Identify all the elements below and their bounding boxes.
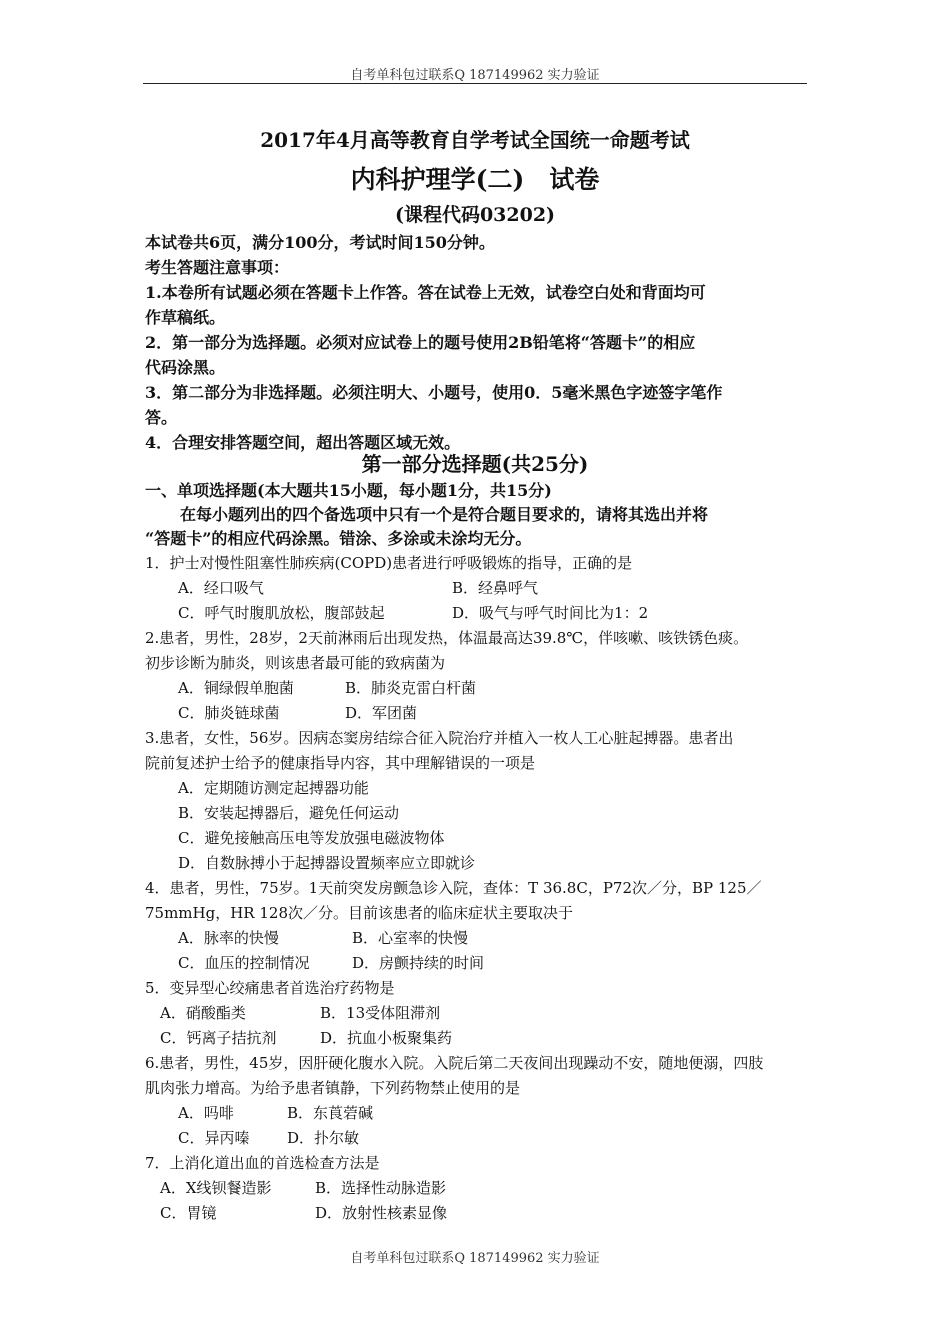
question-1-option-c: C．呼气时腹肌放松，腹部鼓起 bbox=[178, 604, 385, 622]
question-2-stem-line-1: 2.患者，男性，28岁，2天前淋雨后出现发热，体温最高达39.8℃，伴咳嗽、咳铁锈色痰。 bbox=[145, 629, 749, 647]
question-1-option-a: A．经口吸气 bbox=[178, 579, 264, 597]
note-1-line-1: 1.本卷所有试题必须在答题卡上作答。答在试卷上无效，试卷空白处和背面均可 bbox=[145, 283, 706, 302]
question-1-option-b: B．经鼻呼气 bbox=[452, 579, 539, 597]
question-3-option-d: D．自数脉搏小于起搏器设置频率应立即就诊 bbox=[178, 854, 476, 872]
subject-title: 内科护理学(二) 试卷 bbox=[350, 165, 600, 194]
question-4-stem-line-2: 75mmHg，HR 128次／分。目前该患者的临床症状主要取决于 bbox=[145, 904, 573, 922]
notes-heading: 考生答题注意事项： bbox=[145, 258, 290, 277]
section-heading: 一、单项选择题(本大题共15小题，每小题1分，共15分) bbox=[145, 481, 552, 500]
question-4-stem-line-1: 4．患者，男性，75岁。1天前突发房颤急诊入院，查体：T 36.8C，P72次／分，BP 125／ bbox=[145, 879, 762, 897]
question-7-stem: 7．上消化道出血的首选检查方法是 bbox=[145, 1154, 380, 1172]
question-6-option-d: D．扑尔敏 bbox=[287, 1129, 360, 1147]
question-4-option-c: C．血压的控制情况 bbox=[178, 954, 310, 972]
note-1-line-2: 作草稿纸。 bbox=[145, 308, 226, 327]
page-footer: 自考单科包过联系Q 187149962 实力验证 bbox=[350, 1251, 600, 1266]
question-3-option-c: C．避免接触高压电等发放强电磁波物体 bbox=[178, 829, 445, 847]
course-code: (课程代码03202) bbox=[394, 204, 556, 226]
part-one-title: 第一部分选择题(共25分) bbox=[361, 452, 589, 476]
question-3-option-b: B．安装起搏器后，避免任何运动 bbox=[178, 804, 400, 822]
question-6-option-b: B．东莨菪碱 bbox=[287, 1104, 374, 1122]
question-2-stem-line-2: 初步诊断为肺炎，则该患者最可能的致病菌为 bbox=[145, 654, 446, 672]
directions-line-1: 在每小题列出的四个备选项中只有一个是符合题目要求的，请将其选出并将 bbox=[180, 505, 709, 524]
question-7-option-a: A．X线钡餐造影 bbox=[160, 1179, 272, 1197]
exam-title: 2017年4月高等教育自学考试全国统一命题考试 bbox=[260, 128, 690, 152]
question-2-option-c: C．肺炎链球菌 bbox=[178, 704, 280, 722]
question-6-option-a: A．吗啡 bbox=[178, 1104, 234, 1122]
question-7-option-c: C．胃镜 bbox=[160, 1204, 217, 1222]
question-2-option-d: D．军团菌 bbox=[345, 704, 418, 722]
note-2-line-1: 2．第一部分为选择题。必须对应试卷上的题号使用2B铅笔将“答题卡”的相应 bbox=[145, 333, 696, 352]
directions-line-2: “答题卡”的相应代码涂黑。错涂、多涂或未涂均无分。 bbox=[145, 529, 532, 548]
question-6-option-c: C．异丙嗪 bbox=[178, 1129, 250, 1147]
question-2-option-a: A．铜绿假单胞菌 bbox=[178, 679, 294, 697]
question-5-option-d: D．抗血小板聚集药 bbox=[320, 1029, 453, 1047]
exam-summary: 本试卷共6页，满分100分，考试时间150分钟。 bbox=[145, 233, 495, 252]
question-7-option-d: D．放射性核素显像 bbox=[315, 1204, 448, 1222]
page-header: 自考单科包过联系Q 187149962 实力验证 bbox=[350, 68, 600, 83]
question-1-option-d: D．吸气与呼气时间比为1：2 bbox=[452, 604, 649, 622]
question-6-stem-line-2: 肌肉张力增高。为给予患者镇静，下列药物禁止使用的是 bbox=[145, 1079, 521, 1097]
question-1-stem: 1．护士对慢性阻塞性肺疾病(COPD)患者进行呼吸锻炼的指导，正确的是 bbox=[145, 554, 633, 572]
question-5-option-b: B．13受体阻滞剂 bbox=[320, 1004, 441, 1022]
question-3-stem-line-2: 院前复述护士给予的健康指导内容，其中理解错误的一项是 bbox=[145, 754, 536, 772]
note-3-line-1: 3．第二部分为非选择题。必须注明大、小题号，使用0．5毫米黑色字迹签字笔作 bbox=[145, 383, 723, 402]
question-3-stem-line-1: 3.患者，女性，56岁。因病态窦房结综合征入院治疗并植入一枚人工心脏起搏器。患者出 bbox=[145, 729, 734, 747]
question-2-option-b: B．肺炎克雷白杆菌 bbox=[345, 679, 477, 697]
question-5-option-c: C．钙离子拮抗剂 bbox=[160, 1029, 277, 1047]
header-divider bbox=[143, 83, 807, 84]
question-6-stem-line-1: 6.患者，男性，45岁，因肝硬化腹水入院。入院后第二天夜间出现躁动不安，随地便溺，四肢 bbox=[145, 1054, 764, 1072]
note-4: 4．合理安排答题空间，超出答题区域无效。 bbox=[145, 433, 461, 452]
question-3-option-a: A．定期随访测定起搏器功能 bbox=[178, 779, 369, 797]
question-7-option-b: B．选择性动脉造影 bbox=[315, 1179, 447, 1197]
note-2-line-2: 代码涂黑。 bbox=[145, 358, 226, 377]
question-5-option-a: A．硝酸酯类 bbox=[160, 1004, 246, 1022]
question-5-stem: 5．变异型心绞痛患者首选治疗药物是 bbox=[145, 979, 395, 997]
question-4-option-a: A．脉率的快慢 bbox=[178, 929, 279, 947]
question-4-option-b: B．心室率的快慢 bbox=[352, 929, 469, 947]
question-4-option-d: D．房颤持续的时间 bbox=[352, 954, 485, 972]
note-3-line-2: 答。 bbox=[145, 408, 178, 427]
